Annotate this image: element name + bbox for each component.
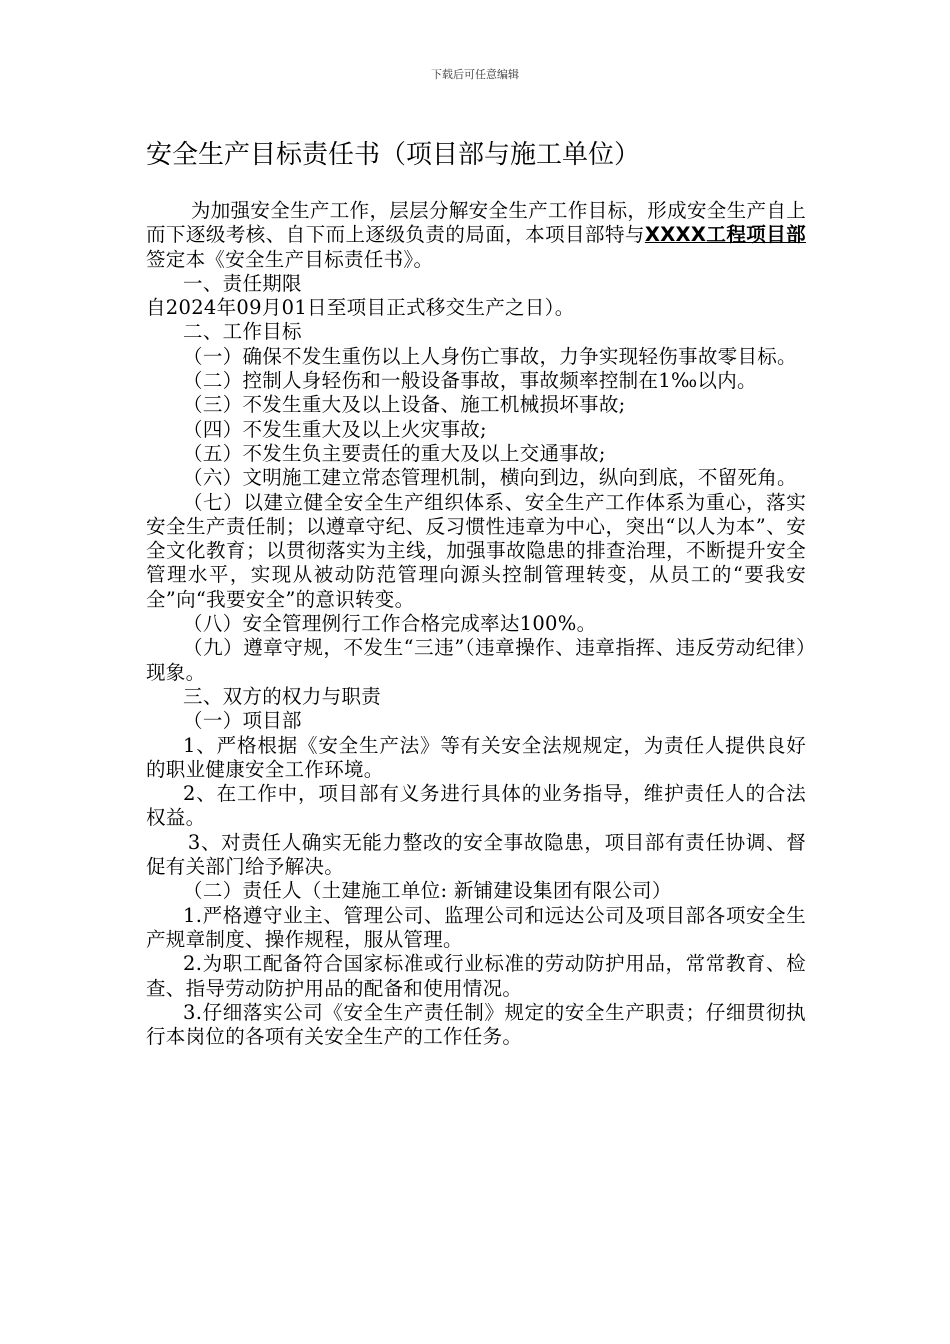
- intro-text-before: 为加强安全生产工作，层层分解安全生产工作目标，形成安全生产自上而下逐级考核、自下而上逐级负责的局面，本项目部特与: [146, 199, 806, 247]
- goal-item: （五）不发生负主要责任的重大及以上交通事故;: [183, 441, 606, 465]
- goal-item: （二）控制人身轻伤和一般设备事故，事故频率控制在1‰以内。: [183, 369, 757, 393]
- duty-item: 1.严格遵守业主、管理公司、监理公司和远达公司及项目部各项安全生产规章制度、操作规程，服从管理。: [146, 903, 806, 951]
- goal-item: （八）安全管理例行工作合格完成率达100%。: [183, 612, 597, 636]
- intro-paragraph: [146, 199, 806, 272]
- duty-item: 2.为职工配备符合国家标准或行业标准的劳动防护用品，常常教育、检查、指导劳动防护用品的配备和使用情况。: [146, 952, 806, 1000]
- goal-item: （七）以建立健全安全生产组织体系、安全生产工作体系为重心，落实安全生产责任制；以遵章守纪、反习惯性违章为中心，突出“以人为本”、安全文化教育；以贯彻落实为主线，加强事故隐患的排查治理，不断提升安全管理水平，实现从被动防范管理向源头控制管理转变，从员工的“要我安全”向“我要安全”的意识转变。: [146, 490, 806, 611]
- goal-item: （六）文明施工建立常态管理机制，横向到边，纵向到底，不留死角。: [183, 466, 797, 490]
- document-body: [146, 199, 806, 1049]
- project-name: XXXX工程项目部: [644, 223, 806, 247]
- part1-heading: （一）项目部: [183, 709, 302, 733]
- section2-heading: 二、工作目标: [183, 320, 302, 344]
- part2-heading: （二）责任人（土建施工单位: 新铺建设集团有限公司）: [183, 879, 672, 903]
- duty-item: 1、严格根据《安全生产法》等有关安全法规规定，为责任人提供良好的职业健康安全工作环境。: [146, 733, 806, 781]
- document-title: 安全生产目标责任书（项目部与施工单位）: [146, 140, 641, 170]
- goal-item: （四）不发生重大及以上火灾事故;: [183, 417, 487, 441]
- goal-item: （三）不发生重大及以上设备、施工机械损坏事故;: [183, 393, 626, 417]
- section3-heading: 三、双方的权力与职责: [183, 684, 382, 708]
- intro-text-after: 签定本《安全生产目标责任书》。: [146, 247, 434, 271]
- section1-text: 自2024年09月01日至项目正式移交生产之日）。: [146, 296, 575, 320]
- duty-item: 3、对责任人确实无能力整改的安全事故隐患，项目部有责任协调、督促有关部门给予解决。: [146, 830, 806, 879]
- duty-item: 3.仔细落实公司《安全生产责任制》规定的安全生产职责；仔细贯彻执行本岗位的各项有关安全生产的工作任务。: [146, 1000, 806, 1049]
- goal-item: （九）遵章守规，不发生“三违”（违章操作、违章指挥、违反劳动纪律）现象。: [146, 636, 806, 684]
- section1-heading: 一、责任期限: [183, 271, 302, 295]
- header-note: 下载后可任意编辑: [431, 68, 519, 81]
- goal-item: （一）确保不发生重伤以上人身伤亡事故，力争实现轻伤事故零目标。: [183, 344, 797, 368]
- duty-item: 2、在工作中，项目部有义务进行具体的业务指导，维护责任人的合法权益。: [146, 782, 806, 830]
